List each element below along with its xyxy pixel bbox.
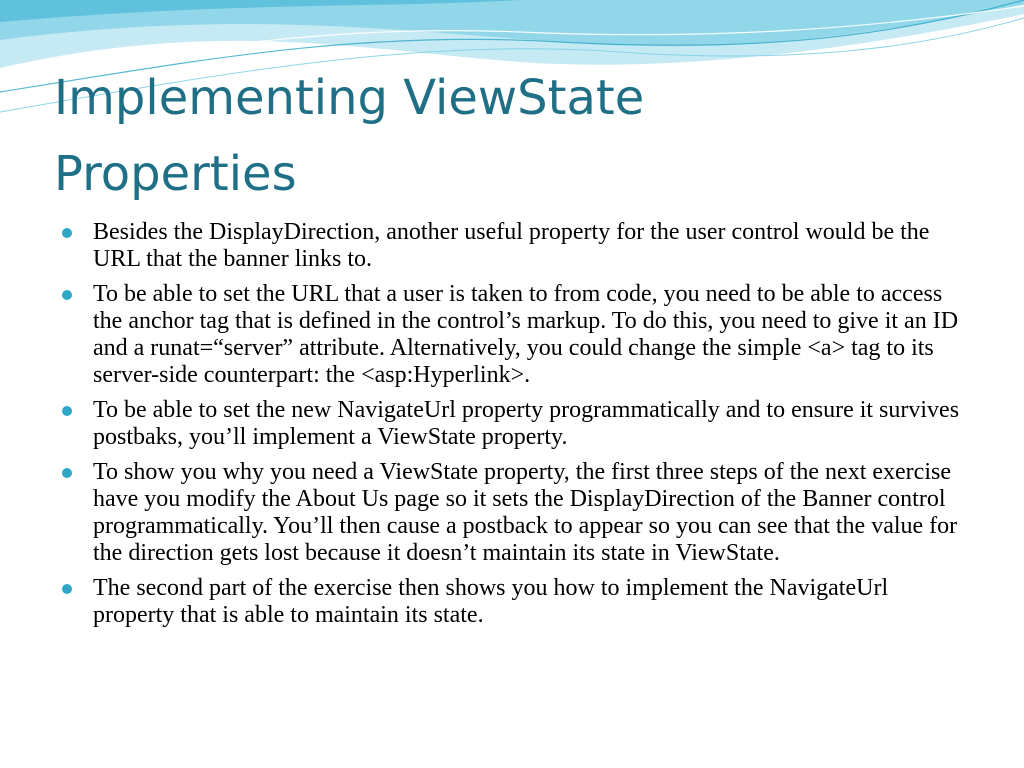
title-line-1: Implementing ViewState (54, 70, 645, 126)
bullet-text: The second part of the exercise then shows you how to implement the NavigateUrl property that is able to maintain its state. (93, 575, 889, 628)
bullet-item (62, 219, 962, 273)
bullet-item (62, 575, 962, 629)
bullet-text: To be able to set the URL that a user is taken to from code, you need to be able to access the anchor tag that is defined in the control’s markup. To do this, you need to give it an ID and a runat=“server” attribute. Alternatively, you could change the simple <a> tag to its server-side counterpart: the <asp:Hyperlink>. (93, 281, 959, 388)
bullet-item (62, 459, 962, 567)
bullet-text: Besides the DisplayDirection, another useful property for the user control would be the URL that the banner links to. (93, 219, 930, 272)
bullet-item (62, 397, 962, 451)
bullet-dot-icon (62, 228, 72, 238)
bullet-dot-icon (62, 406, 72, 416)
bullet-list (62, 219, 962, 637)
bullet-item (62, 281, 962, 389)
bullet-text: To show you why you need a ViewState property, the first three steps of the next exercise have you modify the About Us page so it sets the DisplayDirection of the Banner control programmatically. You’ll then cause a postback to appear so you can see that the value for the direction gets lost because it doesn’t maintain its state in ViewState. (93, 459, 958, 566)
bullet-text: To be able to set the new NavigateUrl property programmatically and to ensure it survives postbaks, you’ll implement a ViewState property. (93, 397, 960, 450)
title-line-2: Properties (54, 146, 297, 202)
bullet-dot-icon (62, 468, 72, 478)
bullet-dot-icon (62, 584, 72, 594)
bullet-dot-icon (62, 290, 72, 300)
slide-title (54, 60, 954, 212)
